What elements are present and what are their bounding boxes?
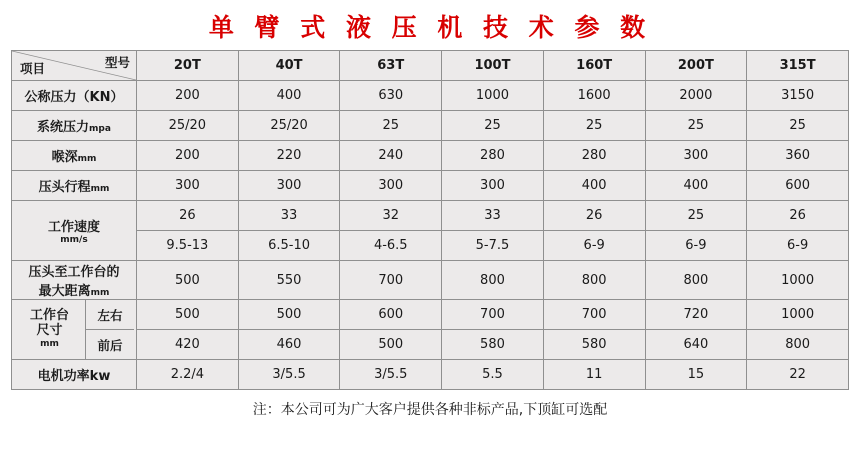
cell-max-distance-315t: 1000: [747, 261, 849, 300]
cell-motor-power-160t: 11: [543, 360, 645, 390]
row-label-table-size: [12, 300, 137, 360]
table-size-line2: [36, 324, 62, 339]
cell-working-speed-fast-20t: 26: [137, 201, 239, 231]
cell-nominal-pressure-160t: 1600: [543, 81, 645, 111]
cell-ram-stroke-200t: 400: [645, 171, 747, 201]
table-row: [12, 81, 849, 111]
table-size-sublabel-lr: 左右: [97, 307, 123, 323]
footer-note: 注：本公司可为广大客户提供各种非标产品,下顶缸可选配: [252, 402, 608, 418]
cell-motor-power-100t: 5.5: [442, 360, 544, 390]
cell-ram-stroke-40t: 300: [238, 171, 340, 201]
cell-working-speed-fast-100t: 33: [442, 201, 544, 231]
cell-system-pressure-20t: 25/20: [137, 111, 239, 141]
cell-max-distance-100t: 800: [442, 261, 544, 300]
cell-working-speed-slow-100t: 5-7.5: [442, 231, 544, 261]
cell-ram-stroke-100t: 300: [442, 171, 544, 201]
cell-working-speed-slow-160t: 6-9: [543, 231, 645, 261]
cell-motor-power-63t: 3/5.5: [340, 360, 442, 390]
row-label-ram-stroke: [12, 171, 137, 201]
cell-throat-depth-100t: 280: [442, 141, 544, 171]
cell-table-size-fb-20t: 420: [137, 330, 239, 360]
table-row: [12, 111, 849, 141]
table-size-unit: mm: [40, 339, 59, 350]
corner-model-label: 型号: [104, 55, 130, 70]
row-label-ram-stroke-text: 压头行程: [38, 180, 91, 195]
row-label-max-distance: [12, 261, 137, 300]
cell-throat-depth-160t: 280: [543, 141, 645, 171]
cell-table-size-lr-63t: 600: [340, 300, 442, 330]
cell-working-speed-fast-200t: 25: [645, 201, 747, 231]
row-label-throat-depth-unit: mm: [77, 154, 97, 164]
table-size-label-left: [14, 300, 85, 359]
cell-system-pressure-200t: 25: [645, 111, 747, 141]
table-row: [12, 231, 849, 261]
row-label-working-speed: [12, 201, 137, 261]
row-label-throat-depth-text: 喉深: [51, 150, 78, 165]
cell-nominal-pressure-200t: 2000: [645, 81, 747, 111]
cell-table-size-fb-160t: 580: [543, 330, 645, 360]
cell-table-size-lr-40t: 500: [238, 300, 340, 330]
row-label-system-pressure-text: 系统压力: [37, 120, 90, 135]
cell-throat-depth-200t: 300: [645, 141, 747, 171]
cell-nominal-pressure-100t: 1000: [442, 81, 544, 111]
cell-max-distance-200t: 800: [645, 261, 747, 300]
cell-working-speed-fast-40t: 33: [238, 201, 340, 231]
cell-ram-stroke-63t: 300: [340, 171, 442, 201]
cell-working-speed-slow-315t: 6-9: [747, 231, 849, 261]
cell-table-size-fb-40t: 460: [238, 330, 340, 360]
cell-working-speed-fast-315t: 26: [747, 201, 849, 231]
cell-table-size-lr-100t: 700: [442, 300, 544, 330]
cell-system-pressure-160t: 25: [543, 111, 645, 141]
column-header-63t: 63T: [340, 51, 442, 81]
row-label-max-distance-unit: mm: [90, 288, 110, 298]
column-header-160t: 160T: [543, 51, 645, 81]
cell-system-pressure-63t: 25: [340, 111, 442, 141]
cell-working-speed-slow-63t: 4-6.5: [340, 231, 442, 261]
table-row: [12, 330, 849, 360]
cell-working-speed-slow-40t: 6.5-10: [238, 231, 340, 261]
cell-nominal-pressure-20t: 200: [137, 81, 239, 111]
cell-motor-power-20t: 2.2/4: [137, 360, 239, 390]
table-row: [12, 300, 849, 330]
row-label-system-pressure: [12, 111, 137, 141]
column-header-40t: 40T: [238, 51, 340, 81]
column-header-20t: 20T: [137, 51, 239, 81]
table-row: [12, 171, 849, 201]
cell-working-speed-slow-20t: 9.5-13: [137, 231, 239, 261]
cell-max-distance-40t: 550: [238, 261, 340, 300]
cell-throat-depth-20t: 200: [137, 141, 239, 171]
cell-max-distance-160t: 800: [543, 261, 645, 300]
cell-table-size-fb-63t: 500: [340, 330, 442, 360]
table-header-row: [12, 51, 849, 81]
cell-ram-stroke-160t: 400: [543, 171, 645, 201]
table-row: [12, 201, 849, 231]
page-title: 单 臂 式 液 压 机 技 术 参 数: [208, 13, 652, 42]
cell-throat-depth-40t: 220: [238, 141, 340, 171]
cell-motor-power-40t: 3/5.5: [238, 360, 340, 390]
cell-table-size-fb-100t: 580: [442, 330, 544, 360]
row-label-ram-stroke-unit: mm: [90, 184, 110, 194]
cell-ram-stroke-20t: 300: [137, 171, 239, 201]
row-label-working-speed-unit: mm/s: [60, 235, 88, 245]
row-label-max-distance-line2: [14, 280, 134, 299]
corner-item-label: 项目: [20, 61, 46, 76]
cell-system-pressure-40t: 25/20: [238, 111, 340, 141]
row-label-nominal-pressure: 公称压力（KN）: [12, 81, 137, 111]
cell-max-distance-63t: 700: [340, 261, 442, 300]
cell-nominal-pressure-63t: 630: [340, 81, 442, 111]
cell-nominal-pressure-315t: 3150: [747, 81, 849, 111]
cell-table-size-lr-20t: 500: [137, 300, 239, 330]
row-label-max-distance-line2-text: 最大距离: [38, 284, 91, 299]
row-label-motor-power: 电机功率kw: [12, 360, 137, 390]
table-size-line2-text: 尺寸: [36, 323, 63, 339]
table-size-sublabels: [85, 300, 134, 359]
spec-table: [11, 50, 849, 390]
table-size-label-wrap: [14, 300, 134, 359]
cell-system-pressure-315t: 25: [747, 111, 849, 141]
corner-header-cell: [12, 51, 137, 81]
cell-system-pressure-100t: 25: [442, 111, 544, 141]
cell-throat-depth-315t: 360: [747, 141, 849, 171]
cell-working-speed-fast-160t: 26: [543, 201, 645, 231]
cell-table-size-lr-160t: 700: [543, 300, 645, 330]
cell-max-distance-20t: 500: [137, 261, 239, 300]
cell-throat-depth-63t: 240: [340, 141, 442, 171]
row-label-max-distance-line1: 压头至工作台的: [28, 265, 120, 280]
row-label-throat-depth: [12, 141, 137, 171]
cell-ram-stroke-315t: 600: [747, 171, 849, 201]
row-label-system-pressure-unit: mpa: [89, 124, 111, 134]
cell-nominal-pressure-40t: 400: [238, 81, 340, 111]
cell-table-size-lr-315t: 1000: [747, 300, 849, 330]
table-size-line1: 工作台: [29, 308, 69, 324]
cell-table-size-fb-315t: 800: [747, 330, 849, 360]
column-header-100t: 100T: [442, 51, 544, 81]
cell-working-speed-slow-200t: 6-9: [645, 231, 747, 261]
column-header-315t: 315T: [747, 51, 849, 81]
table-row: [12, 141, 849, 171]
table-row: [12, 360, 849, 390]
cell-table-size-lr-200t: 720: [645, 300, 747, 330]
cell-working-speed-fast-63t: 32: [340, 201, 442, 231]
row-label-working-speed-text: 工作速度: [47, 220, 100, 235]
column-header-200t: 200T: [645, 51, 747, 81]
table-row: [12, 261, 849, 300]
cell-motor-power-315t: 22: [747, 360, 849, 390]
cell-table-size-fb-200t: 640: [645, 330, 747, 360]
table-size-sublabel-fb: 前后: [86, 329, 134, 359]
cell-motor-power-200t: 15: [645, 360, 747, 390]
